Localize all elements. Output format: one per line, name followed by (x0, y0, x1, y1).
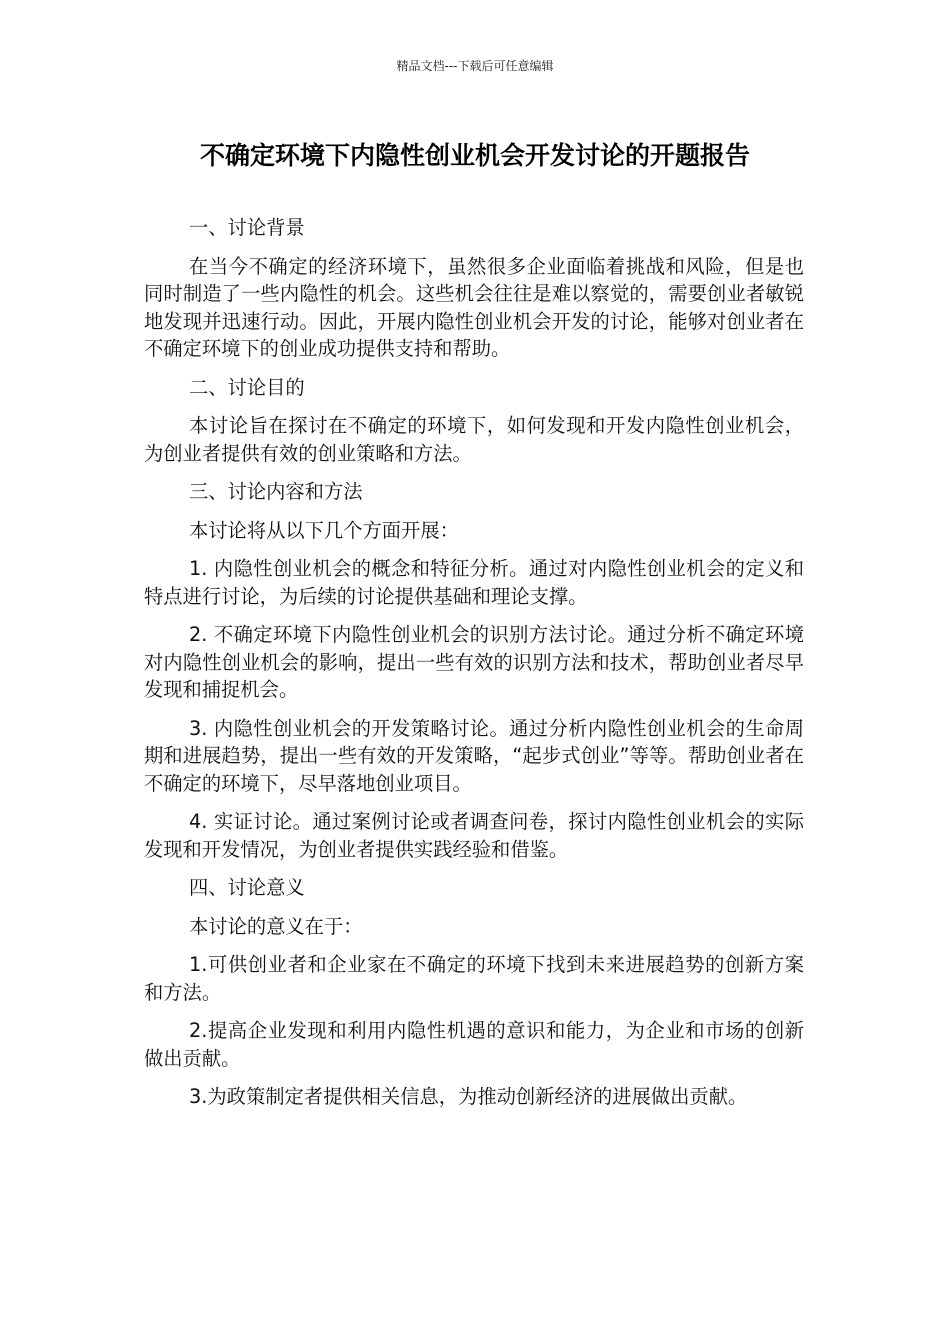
section-background (144, 214, 804, 363)
section-purpose (144, 374, 804, 468)
section-content-methods (144, 478, 804, 863)
section-intro: 本讨论将从以下几个方面开展： (189, 518, 459, 542)
section-significance (144, 874, 804, 1111)
section-intro: 本讨论的意义在于： (189, 914, 363, 938)
list-item: 3. 内隐性创业机会的开发策略讨论。通过分析内隐性创业机会的生命周期和进展趋势，提出一些有效的开发策略，“起步式创业”等等。帮助创业者在不确定的环境下，尽早落地创业项目。 (144, 716, 804, 795)
paragraph: 在当今不确定的经济环境下，虽然很多企业面临着挑战和风险，但是也同时制造了一些内隐性的机会。这些机会往往是难以察觉的，需要创业者敏锐地发现并迅速行动。因此，开展内隐性创业机会开发的讨论，能够对创业者在不确定环境下的创业成功提供支持和帮助。 (144, 254, 804, 360)
list-item: 1.可供创业者和企业家在不确定的环境下找到未来进展趋势的创新方案和方法。 (144, 953, 804, 1004)
list-item: 2.提高企业发现和利用内隐性机遇的意识和能力，为企业和市场的创新做出贡献。 (144, 1019, 804, 1070)
list-item: 3.为政策制定者提供相关信息，为推动创新经济的进展做出贡献。 (189, 1085, 748, 1108)
section-heading: 一、讨论背景 (189, 216, 305, 239)
list-item: 1. 内隐性创业机会的概念和特征分析。通过对内隐性创业机会的定义和特点进行讨论，为后续的讨论提供基础和理论支撑。 (144, 557, 804, 608)
paragraph: 本讨论旨在探讨在不确定的环境下，如何发现和开发内隐性创业机会，为创业者提供有效的创业策略和方法。 (144, 414, 804, 465)
document-body (144, 214, 804, 1122)
section-heading: 三、讨论内容和方法 (189, 480, 363, 503)
list-item: 4. 实证讨论。通过案例讨论或者调查问卷，探讨内隐性创业机会的实际发现和开发情况，为创业者提供实践经验和借鉴。 (144, 810, 804, 861)
list-item: 2. 不确定环境下内隐性创业机会的识别方法讨论。通过分析不确定环境对内隐性创业机会的影响，提出一些有效的识别方法和技术，帮助创业者尽早发现和捕捉机会。 (144, 623, 804, 701)
document-title: 不确定环境下内隐性创业机会开发讨论的开题报告 (199, 141, 750, 170)
page-header: 精品文档---下载后可任意编辑 (396, 59, 554, 73)
section-heading: 二、讨论目的 (189, 375, 305, 399)
section-heading: 四、讨论意义 (189, 876, 305, 899)
